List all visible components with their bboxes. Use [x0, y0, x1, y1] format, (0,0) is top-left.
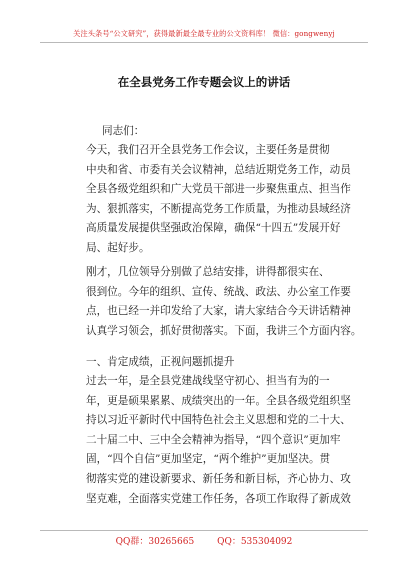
text-line: 局、起好步。	[86, 241, 150, 254]
section-heading-1: 一、肯定成绩，正视问题抓提升	[86, 356, 235, 368]
text-line: 高质量发展提供坚强政治保障，确保“十四五”发展开好	[86, 222, 341, 235]
text-line: 二十届二中、三中全会精神为指导，“四个意识”更加牢	[86, 433, 341, 446]
header-banner: 关注头条号“公文研究”，获得最新最全最专业的公文资料库！ 微信：gongwenyj	[73, 29, 335, 38]
paragraph-1	[86, 141, 351, 259]
text-line: 过去一年，是全县党建战线坚守初心、担当有为的一	[86, 375, 330, 387]
paragraph-3	[86, 372, 351, 509]
text-line: 很到位。今年的组织、宣传、统战、政法、办公室工作要	[86, 285, 351, 298]
text-line: 刚才，几位领导分别做了总结安排，讲得都很实在、	[86, 266, 330, 278]
text-line: 持以习近平新时代中国特色社会主义思想和党的二十大、	[86, 414, 351, 427]
paragraph-2	[86, 263, 362, 341]
footer-rule	[40, 530, 368, 531]
header-rule	[40, 42, 368, 43]
text-line: 点，也已经一并印发给了大家，请大家结合今天讲话精神	[86, 305, 351, 318]
greeting: 同志们：	[102, 125, 145, 137]
text-line: 全县各级党组织和广大党员干部进一步聚焦重点、担当作	[86, 183, 351, 196]
document-title: 在全县党务工作专题会议上的讲话	[117, 75, 291, 89]
footer-qq: QQ：535304092	[217, 537, 293, 547]
text-line: 中央和省、市委有关会议精神，总结近期党务工作，动员	[86, 163, 351, 176]
footer-contact	[0, 534, 408, 547]
text-line: 固，“四个自信”更加坚定，“两个维护”更加坚决。贯	[86, 453, 331, 466]
text-line: 为、狠抓落实，不断提高党务工作质量，为推动县域经济	[86, 202, 351, 215]
text-line: 彻落实党的建设新要求、新任务和新目标，齐心协力、攻	[86, 472, 351, 485]
text-line: 年，更是硕果累累、成绩突出的一年。全县各级党组织坚	[86, 394, 351, 407]
text-line: 认真学习领会，抓好贯彻落实。下面，我讲三个方面内容。	[86, 324, 362, 337]
footer-qq-group: QQ群：30265665	[115, 537, 195, 547]
text-line: 今天，我们召开全县党务工作会议，主要任务是贯彻	[86, 144, 330, 156]
text-line: 坚克难，全面落实党建工作任务，各项工作取得了新成效	[86, 492, 351, 505]
